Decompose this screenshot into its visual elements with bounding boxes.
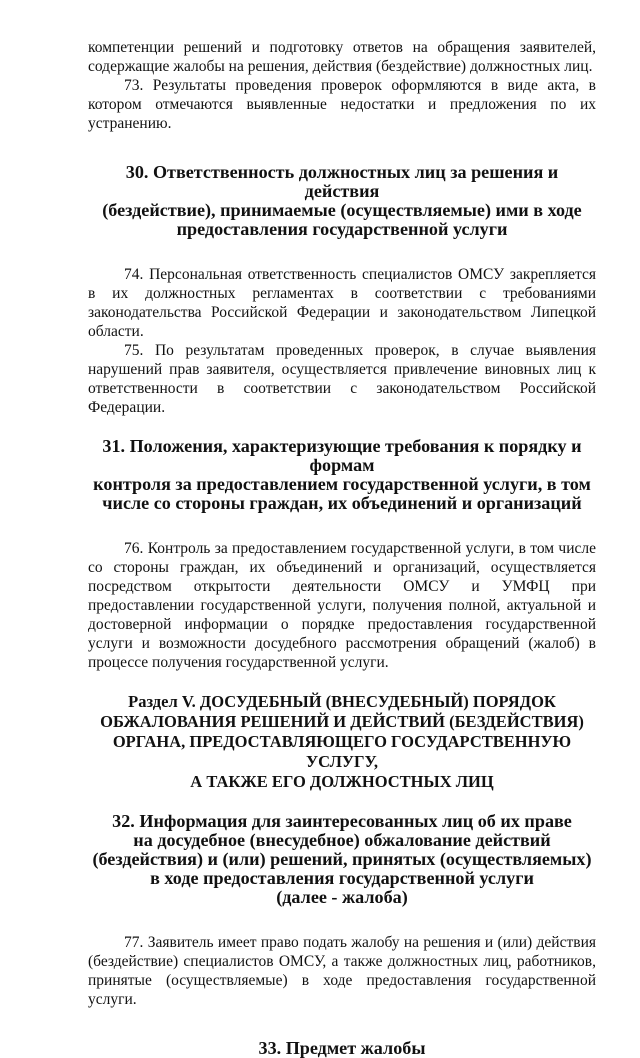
section-5-line-1: Раздел V. ДОСУДЕБНЫЙ (ВНЕСУДЕБНЫЙ) ПОРЯДОК [128, 692, 556, 711]
heading-32-line-2: на досудебное (внесудебное) обжалование действий [133, 830, 551, 850]
spacer [88, 133, 596, 163]
section-5-line-2: ОБЖАЛОВАНИЯ РЕШЕНИЙ И ДЕЙСТВИЙ (БЕЗДЕЙСТВИЯ) [100, 712, 584, 731]
spacer [88, 1009, 596, 1039]
section-5-line-4: А ТАКЖЕ ЕГО ДОЛЖНОСТНЫХ ЛИЦ [190, 772, 494, 791]
paragraph-73: 73. Результаты проведения проверок оформляются в виде акта, в котором отмечаются выявленные недостатки и предложения по их устранению. [88, 77, 596, 132]
heading-31 [88, 437, 596, 513]
heading-30-line-2: (бездействие), принимаемые (осуществляемые) ими в ходе [102, 200, 582, 220]
heading-32-line-5: (далее - жалоба) [276, 887, 408, 907]
heading-32-line-4: в ходе предоставления государственной услуги [150, 868, 534, 888]
paragraph-74: 74. Персональная ответственность специалистов ОМСУ закрепляется в их должностных регламентах в соответствии с требованиями законодательства Российской Федерации и законодательством Липецкой области. [88, 266, 596, 340]
paragraph-76: 76. Контроль за предоставлением государственной услуги, в том числе со стороны граждан, их объединений и организаций, осуществляется посредством открытости деятельности ОМСУ и УМФЦ при предоставлении государственной услуги, получения полной, актуальной и достоверной информации о порядке предоставления государственной услуги и возможности досудебного рассмотрения обращений (жалоб) в процессе получения государственной услуги. [88, 540, 596, 671]
spacer [88, 672, 596, 692]
paragraph-77: 77. Заявитель имеет право подать жалобу на решения и (или) действия (бездействие) специалистов ОМСУ, а также должностных лиц, работников, принятые (осуществляемые) в ходе предоставления государственной услуги. [88, 934, 596, 1008]
heading-32-line-3: (бездействия) и (или) решений, принятых (осуществляемых) [92, 849, 592, 869]
heading-33 [88, 1039, 596, 1058]
document-page [88, 38, 596, 1058]
heading-32-line-1: 32. Информация для заинтересованных лиц об их праве [112, 811, 572, 831]
spacer [88, 239, 596, 265]
section-5-title [88, 692, 596, 792]
heading-32 [88, 812, 596, 907]
paragraph-continuation: компетенции решений и подготовку ответов на обращения заявителей, содержащие жалобы на решения, действия (бездействие) должностных лиц. [88, 39, 596, 75]
heading-30-line-1: 30. Ответственность должностных лиц за решения и действия [125, 162, 559, 201]
spacer [88, 907, 596, 933]
heading-31-line-1: 31. Положения, характеризующие требования к порядку и формам [102, 436, 582, 475]
spacer [88, 513, 596, 539]
heading-33-line-1: 33. Предмет жалобы [258, 1038, 426, 1058]
heading-30-line-3: предоставления государственной услуги [176, 219, 508, 239]
heading-31-line-3: числе со стороны граждан, их объединений и организаций [102, 493, 582, 513]
heading-31-line-2: контроля за предоставлением государственной услуги, в том [93, 474, 591, 494]
heading-30 [88, 163, 596, 239]
section-5-line-3: ОРГАНА, ПРЕДОСТАВЛЯЮЩЕГО ГОСУДАРСТВЕННУЮ УСЛУГУ, [112, 732, 572, 771]
spacer [88, 792, 596, 812]
paragraph-75: 75. По результатам проведенных проверок, в случае выявления нарушений прав заявителя, осуществляется привлечение виновных лиц к ответственности в соответствии с законодательством Российской Федерации. [88, 342, 596, 416]
spacer [88, 417, 596, 437]
